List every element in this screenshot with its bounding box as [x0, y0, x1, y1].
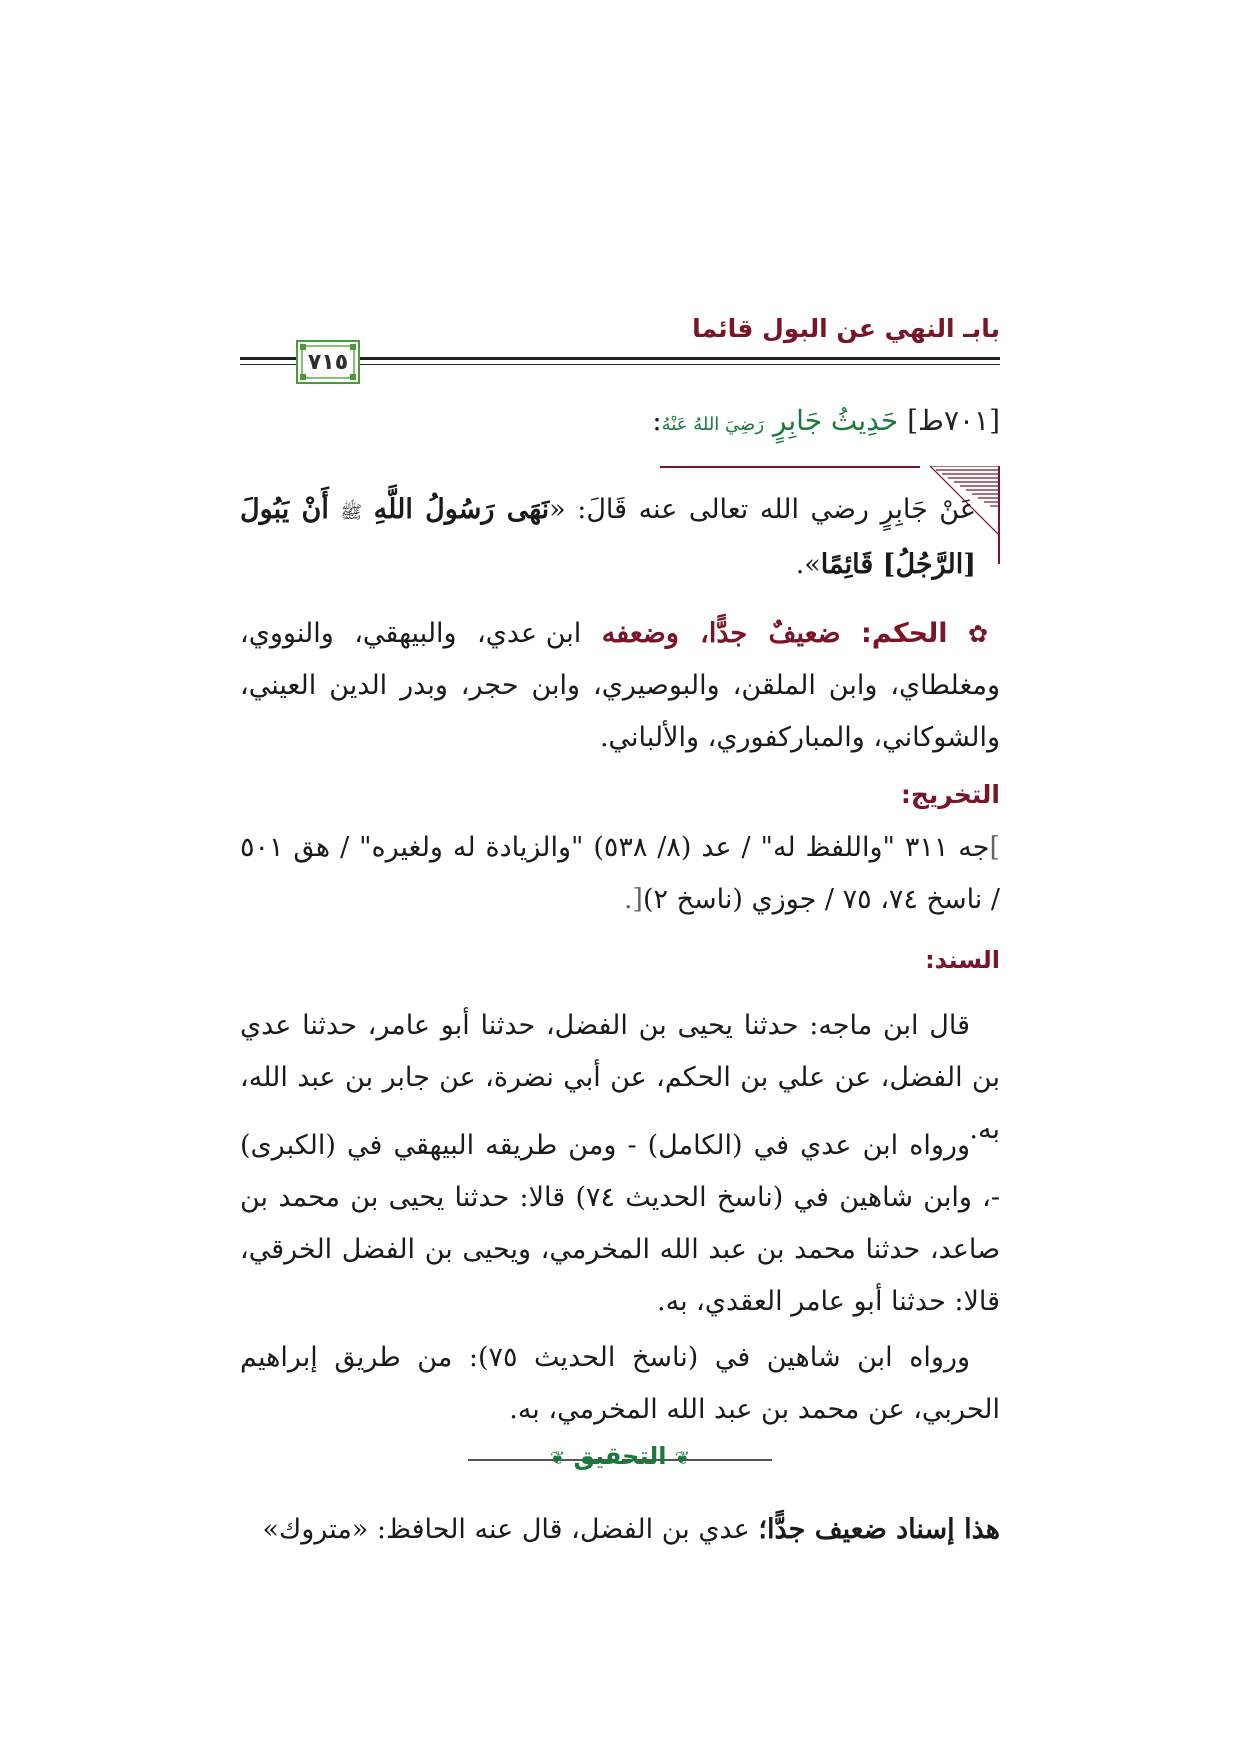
hadith-intro: عَنْ جَابِرٍ رضي الله تعالى عنه قَالَ:	[577, 494, 976, 525]
page-number: ٧١٥	[307, 349, 349, 375]
tahqiq-label	[550, 1442, 690, 1470]
divider-ornament-icon: ❦	[550, 1448, 566, 1469]
tahqiq-bold: هذا إسناد ضعيف جدًّا؛	[758, 1514, 1000, 1545]
takhrij-bracket-close: [.	[623, 884, 643, 915]
hadith-box	[240, 466, 1000, 580]
hadith-bold-1: نَهَى رَسُولُ اللَّهِ	[373, 494, 550, 525]
quote-open: «	[549, 494, 566, 525]
hadith-rule-side	[998, 466, 1000, 564]
takhrij-paragraph	[240, 822, 1000, 926]
hadith-name: حَدِيثُ جَابِرٍ	[772, 404, 899, 437]
hadith-bold-3: [الرَّجُلُ] قَائِمًا	[820, 549, 976, 580]
flower-ornament-icon: ✿	[967, 620, 1000, 648]
badge-ornament-icon	[300, 374, 306, 380]
badge-ornament-icon	[350, 374, 356, 380]
salawat-icon: ﷺ	[340, 502, 363, 523]
sanad-paragraph-3	[240, 1332, 1000, 1436]
takhrij-text: جه ٣١١ "واللفظ له" / عد (٨/ ٥٣٨) "والزيادة له ولغيره" / هق ٥٠١ / ناسخ ٧٤، ٧٥ / جوزي (ناسخ ٢)	[240, 832, 1000, 915]
takhrij-bracket-open: ]	[989, 832, 1001, 863]
verdict-label: الحكم:	[861, 618, 948, 649]
quote-close: ».	[795, 549, 821, 580]
sanad-text-1: قال ابن ماجه: حدثنا يحيى بن الفضل، حدثنا أبو عامر، حدثنا عدي بن الفضل، عن علي بن الحكم، عن أبي نضرة، عن جابر بن عبد الله، به.	[240, 1010, 1000, 1145]
tahqiq-divider	[240, 1440, 1000, 1480]
honorific: رَضِيَ اللهُ عَنْهُ	[661, 414, 765, 435]
hadith-text	[240, 484, 976, 591]
sanad-title: السند:	[925, 946, 1000, 974]
verdict-paragraph	[240, 608, 1000, 764]
tahqiq-rest: عدي بن الفضل، قال عنه الحافظ: «متروك»	[262, 1514, 750, 1545]
sanad-paragraph-2	[240, 1120, 1000, 1328]
heading-colon: :	[652, 404, 662, 437]
tahqiq-paragraph	[240, 1504, 1000, 1556]
badge-ornament-icon	[350, 344, 356, 350]
hadith-rule-top	[660, 466, 920, 468]
verdict-strong: ضعيفٌ جدًّا، وضعفه	[601, 618, 841, 649]
sanad-text-2: ورواه ابن عدي في (الكامل) - ومن طريقه البيهقي في (الكبرى) -، وابن شاهين في (ناسخ الحديث ٧٤) قالا: حدثنا يحيى بن محمد بن صاعد، حدثنا محمد بن عبد الله المخرمي، ويحيى بن الفضل الخرقي، قالا: حدثنا أبو عامر العقدي، به.	[240, 1130, 1000, 1317]
tahqiq-title: التحقيق	[573, 1442, 667, 1470]
hadith-heading	[652, 404, 1000, 437]
sanad-text-3: ورواه ابن شاهين في (ناسخ الحديث ٧٥): من طريق إبراهيم الحربي، عن محمد بن عبد الله المخرمي، به.	[240, 1342, 1000, 1425]
divider-ornament-icon: ❦	[674, 1448, 690, 1469]
badge-ornament-icon	[300, 344, 306, 350]
hadith-bold-2: أَنْ يَبُولَ	[240, 494, 329, 525]
takhrij-title: التخريج:	[900, 780, 1000, 809]
chapter-title: بابـ النهي عن البول قائما	[692, 314, 1000, 343]
page-number-badge	[296, 340, 360, 384]
verdict-rest: ابن عدي، والبيهقي، والنووي، ومغلطاي، وابن الملقن، والبوصيري، وابن حجر، وبدر الدين العيني، والشوكاني، والمباركفوري، والألباني.	[240, 618, 1000, 753]
hadith-number: [٧٠١ط]	[907, 404, 1000, 437]
